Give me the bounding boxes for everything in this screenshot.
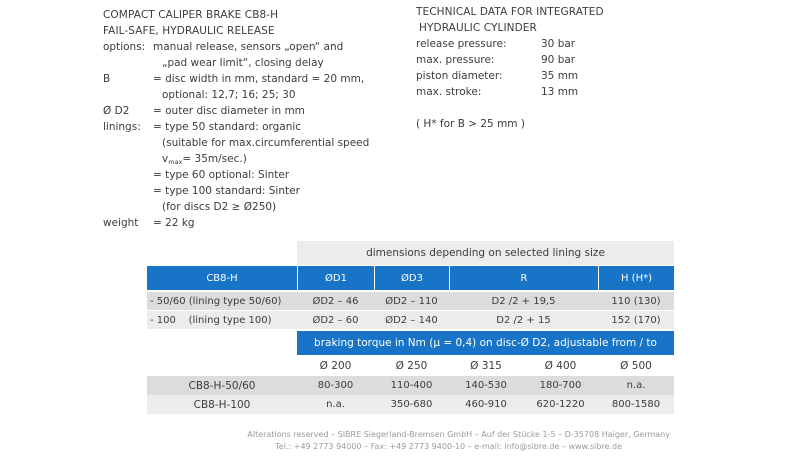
torque-row2-label: CB8-H-100 <box>147 395 297 414</box>
dim-row2-h: 152 (170) <box>598 311 674 329</box>
d2-value: = outer disc diameter in mm <box>153 105 305 117</box>
linings-value-5: (for discs D2 ≥ Ø250) <box>162 201 277 213</box>
hydraulic-label-3: piston diameter: <box>416 70 503 82</box>
options-value-2: „pad wear limit“, closing delay <box>162 57 324 69</box>
torque-row1-500: n.a. <box>598 376 674 395</box>
hydraulic-note: ( H* for B > 25 mm ) <box>416 118 525 130</box>
torque-row2-500: 800-1580 <box>598 395 674 414</box>
dim-row2-model: - 100 (lining type 100) <box>147 311 297 329</box>
b-label: B <box>103 73 111 85</box>
torque-header-250: Ø 250 <box>374 356 449 376</box>
product-title: COMPACT CALIPER BRAKE CB8-H <box>103 9 279 21</box>
hydraulic-value-2: 90 bar <box>541 54 576 66</box>
dim-row1-r: D2 /2 + 19,5 <box>449 292 598 310</box>
dim-header-model: CB8-H <box>147 266 297 290</box>
linings-v: v <box>162 153 169 165</box>
torque-caption: braking torque in Nm (µ = 0,4) on disc-Ø D2, adjustable from / to <box>297 331 674 355</box>
torque-row2-200: n.a. <box>297 395 374 414</box>
torque-header-400: Ø 400 <box>523 356 598 376</box>
dim-row1-d3: ØD2 – 110 <box>374 292 449 310</box>
options-label: options: <box>103 41 146 53</box>
dim-row2-r: D2 /2 + 15 <box>449 311 598 329</box>
b-value-2: optional: 12,7; 16; 25; 30 <box>162 89 296 101</box>
hydraulic-value-3: 35 mm <box>541 70 579 82</box>
linings-v-rest: = 35m/sec.) <box>182 153 247 165</box>
dim-row1-h: 110 (130) <box>598 292 674 310</box>
hydraulic-value-4: 13 mm <box>541 86 579 98</box>
weight-label: weight <box>103 217 139 229</box>
torque-row1-250: 110-400 <box>374 376 449 395</box>
linings-value-1: = type 50 standard: organic <box>153 121 302 133</box>
torque-row2-250: 350-680 <box>374 395 449 414</box>
dim-header-d1: ØD1 <box>297 266 374 290</box>
dim-row2-d3: ØD2 – 140 <box>374 311 449 329</box>
linings-value-3: = type 60 optional: Sinter <box>153 169 290 181</box>
footer-address: Alterations reserved – SIBRE Siegerland-Bremsen GmbH – Auf der Stücke 1-5 – D-35708 Haiger, Germany <box>247 430 670 439</box>
hydraulic-subtitle: HYDRAULIC CYLINDER <box>419 22 537 34</box>
linings-value-4: = type 100 standard: Sinter <box>153 185 300 197</box>
product-subtitle: FAIL-SAFE, HYDRAULIC RELEASE <box>103 25 275 37</box>
torque-row2-315: 460-910 <box>449 395 523 414</box>
b-value-1: = disc width in mm, standard = 20 mm, <box>153 73 365 85</box>
torque-header-500: Ø 500 <box>598 356 674 376</box>
linings-label: linings: <box>103 121 141 133</box>
hydraulic-value-1: 30 bar <box>541 38 576 50</box>
dim-header-r: R <box>449 266 598 290</box>
torque-row1-400: 180-700 <box>523 376 598 395</box>
linings-value-2: (suitable for max.circumferential speed <box>162 137 370 149</box>
weight-value: = 22 kg <box>153 217 195 229</box>
hydraulic-title: TECHNICAL DATA FOR INTEGRATED <box>416 6 604 18</box>
hydraulic-label-1: release pressure: <box>416 38 507 50</box>
torque-row1-label: CB8-H-50/60 <box>147 376 297 395</box>
dim-header-h: H (H*) <box>598 266 674 290</box>
hydraulic-label-2: max. pressure: <box>416 54 495 66</box>
dim-row1-d1: ØD2 – 46 <box>297 292 374 310</box>
dim-row2-d1: ØD2 – 60 <box>297 311 374 329</box>
options-value-1: manual release, sensors „open“ and <box>153 41 344 53</box>
hydraulic-label-4: max. stroke: <box>416 86 482 98</box>
torque-header-315: Ø 315 <box>449 356 523 376</box>
footer-contact: Tel.: +49 2773 94000 – Fax: +49 2773 9400-10 – e-mail: info@sibre.de – www.sibre.de <box>275 442 622 451</box>
d2-label: Ø D2 <box>103 105 130 117</box>
linings-v-sub: max <box>168 158 183 166</box>
torque-row1-315: 140-530 <box>449 376 523 395</box>
torque-row2-400: 620-1220 <box>523 395 598 414</box>
dim-header-d3: ØD3 <box>374 266 449 290</box>
dim-row1-model: - 50/60 (lining type 50/60) <box>147 292 297 310</box>
dimensions-caption: dimensions depending on selected lining size <box>297 241 674 265</box>
torque-header-200: Ø 200 <box>297 356 374 376</box>
torque-row1-200: 80-300 <box>297 376 374 395</box>
